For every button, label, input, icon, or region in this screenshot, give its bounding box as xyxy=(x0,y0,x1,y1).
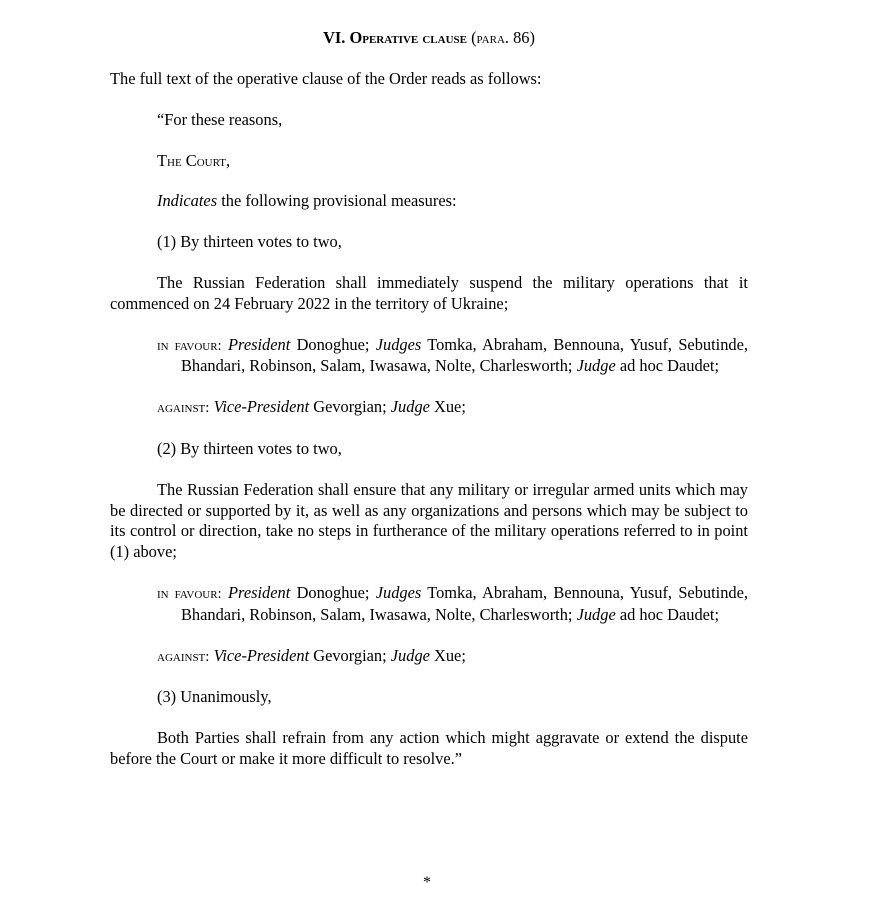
vice-president-name: Gevorgian; xyxy=(309,397,391,417)
against-label: against: xyxy=(157,400,210,417)
president-title: President xyxy=(228,582,291,602)
adhoc-title: Judge xyxy=(576,356,616,376)
vice-president-name: Gevorgian; xyxy=(309,645,391,665)
section-title: VI. Operative clause xyxy=(323,28,467,47)
in-favour-label: in favour: xyxy=(157,337,222,354)
measure-2-text: The Russian Federation shall ensure that any military or irregular armed units which may be directed or supported by it, as well as any organizations and persons which may be subject to its control or direction, take no steps in furtherance of the military operations referred to in point (1) above; xyxy=(110,479,748,562)
measure-1-in-favour xyxy=(157,335,748,378)
in-favour-label: in favour: xyxy=(157,585,222,602)
president-title: President xyxy=(228,334,291,354)
document-page xyxy=(110,28,748,770)
court-label: The Court, xyxy=(157,150,231,170)
intro-text: The full text of the operative clause of the Order reads as follows: xyxy=(110,69,542,88)
adhoc-name: ad hoc Daudet; xyxy=(615,356,720,376)
section-paragraph-ref: (para. 86) xyxy=(471,28,535,47)
measure-2-in-favour xyxy=(157,583,748,626)
section-heading xyxy=(110,28,748,49)
vice-president-title: Vice-President xyxy=(213,397,310,417)
indicates-italic: Indicates xyxy=(157,191,218,211)
measure-3-heading: (3) Unanimously, xyxy=(157,687,272,707)
against-label: against: xyxy=(157,648,210,665)
president-name: Donoghue; xyxy=(290,582,376,602)
measure-1-text: The Russian Federation shall immediately suspend the military operations that it commenced on 24 February 2022 in the territory of Ukraine; xyxy=(110,272,748,313)
measure-1-against xyxy=(157,397,748,419)
judge-title: Judge xyxy=(390,397,430,417)
opening-phrase: “For these reasons, xyxy=(157,109,283,129)
measure-2-against xyxy=(157,646,748,668)
judges-names: Tomka, Abraham, Bennouna, Yusuf, Sebutinde, Bhandari, Robinson, Salam, Iwasawa, Nolte, Charlesworth; xyxy=(181,334,748,376)
vice-president-title: Vice-President xyxy=(213,645,310,665)
judge-name: Xue; xyxy=(429,645,466,665)
president-name: Donoghue; xyxy=(290,334,376,354)
adhoc-title: Judge xyxy=(576,604,616,624)
judges-title: Judges xyxy=(375,334,422,354)
indicates-rest: the following provisional measures: xyxy=(217,191,457,211)
judge-name: Xue; xyxy=(429,397,466,417)
adhoc-name: ad hoc Daudet; xyxy=(615,604,720,624)
measure-2-heading: (2) By thirteen votes to two, xyxy=(157,438,342,458)
section-separator: * xyxy=(423,874,431,891)
measure-1-heading: (1) By thirteen votes to two, xyxy=(157,232,342,252)
indicates-line xyxy=(157,191,748,212)
judge-title: Judge xyxy=(390,645,430,665)
measure-3-text: Both Parties shall refrain from any action which might aggravate or extend the dispute before the Court or make it more difficult to resolve.” xyxy=(110,728,748,768)
judges-title: Judges xyxy=(375,582,422,602)
judges-names: Tomka, Abraham, Bennouna, Yusuf, Sebutinde, Bhandari, Robinson, Salam, Iwasawa, Nolte, Charlesworth; xyxy=(181,582,748,624)
